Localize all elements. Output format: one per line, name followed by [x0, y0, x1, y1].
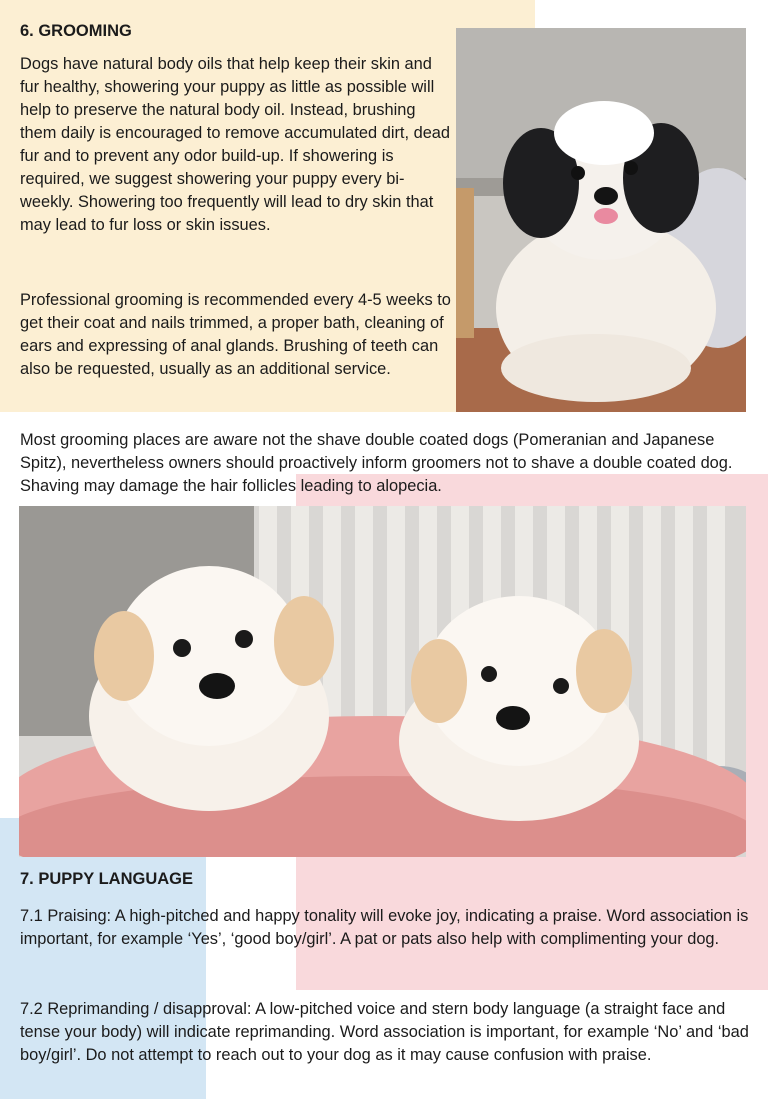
two-puppies-photo	[19, 506, 746, 857]
grooming-paragraph-1: Dogs have natural body oils that help keep their skin and fur healthy, showering your puppy as little as possible will help to preserve the natural body oil. Instead, brushing them daily is encouraged to remove accumulated dirt, dead fur and to prevent any odor build-up. If showering is required, we suggest showering your puppy every bi-weekly. Showering too frequently will lead to dry skin that may lead to fur loss or skin issues.	[20, 55, 451, 234]
reprimanding-paragraph: 7.2 Reprimanding / disapproval: A low-pitched voice and stern body language (a straight face and tense your body) will indicate reprimanding. Word association is important, for example ‘No’ and ‘bad boy/girl’. Do not attempt to reach out to your dog as it may cause confusion with praise.	[20, 1000, 749, 1064]
puppy-language-heading: 7. PUPPY LANGUAGE	[20, 870, 193, 888]
grooming-heading: 6. GROOMING	[20, 22, 132, 40]
grooming-paragraph-3: Most grooming places are aware not the shave double coated dogs (Pomeranian and Japanese Spitz), nevertheless owners should proactively inform groomers not to shave a double coated dog. Shaving may damage the hair follicles leading to alopecia.	[20, 431, 733, 495]
praising-paragraph: 7.1 Praising: A high-pitched and happy tonality will evoke joy, indicating a praise. Word association is important, for example ‘Yes’, ‘good boy/girl’. A pat or pats also help with complimenting your dog.	[20, 907, 749, 948]
shih-tzu-puppy-photo	[456, 28, 746, 412]
grooming-paragraph-2: Professional grooming is recommended every 4-5 weeks to get their coat and nails trimmed, a proper bath, cleaning of ears and expressing of anal glands. Brushing of teeth can also be requested, usually as an additional service.	[20, 291, 451, 378]
